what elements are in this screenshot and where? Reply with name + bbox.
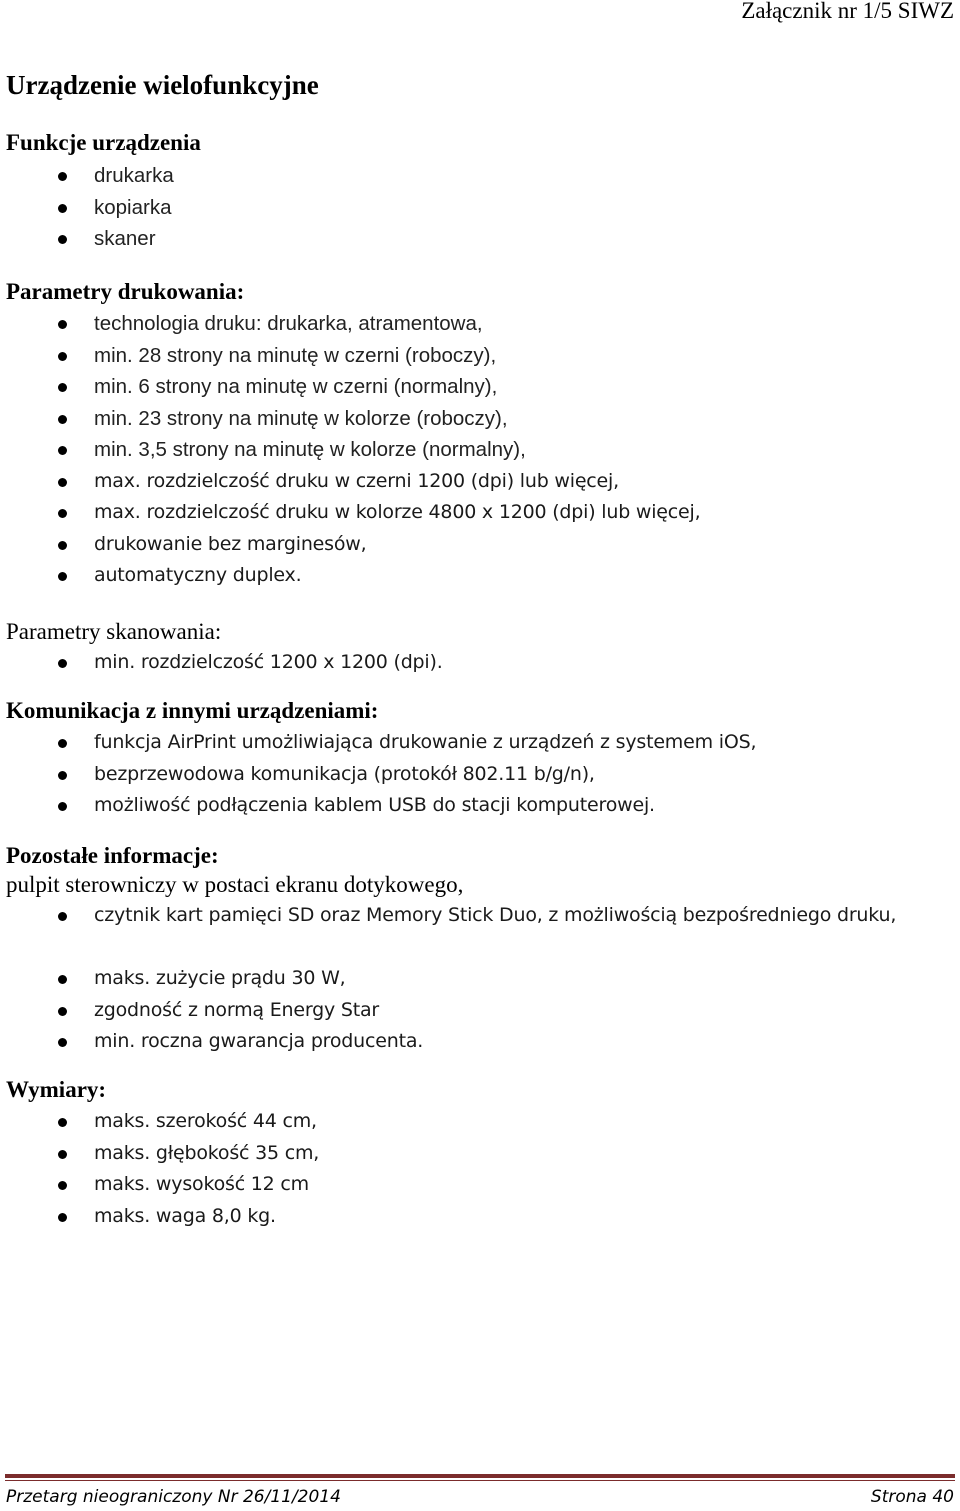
list-item: max. rozdzielczość druku w czerni 1200 (dpi) lub więcej, [0,466,700,498]
bullet-icon [58,541,67,550]
bullet-icon [58,1213,67,1222]
list-item: automatyczny duplex. [0,560,700,592]
bullet-icon [58,235,67,244]
list-item: drukarka [0,160,174,192]
section-heading-communication: Komunikacja z innymi urządzeniami: [6,698,379,723]
section-heading-functions: Funkcje urządzenia [6,130,201,155]
communication-list [0,727,756,822]
list-item: min. 6 strony na minutę w czerni (normalny), [0,371,700,403]
bullet-icon [58,572,67,581]
list-item: technologia druku: drukarka, atramentowa, [0,308,700,340]
list-item: czytnik kart pamięci SD oraz Memory Stick Duo, z możliwością bezpośredniego druku, [0,900,934,963]
bullet-icon [58,1181,67,1190]
list-item: drukowanie bez marginesów, [0,529,700,561]
bullet-icon [58,802,67,811]
bullet-icon [58,1007,67,1016]
other-paragraph: pulpit sterowniczy w postaci ekranu dotykowego, [6,872,464,897]
section-heading-printing: Parametry drukowania: [6,279,245,304]
list-item: maks. głębokość 35 cm, [0,1138,319,1170]
header-reference: Załącznik nr 1/5 SIWZ [741,0,954,23]
bullet-icon [58,415,67,424]
dimensions-list [0,1106,319,1232]
footer-page-number: Strona 40 [870,1487,954,1507]
other-list [0,900,934,1058]
list-item: min. roczna gwarancja producenta. [0,1026,934,1058]
bullet-icon [58,1038,67,1047]
functions-list [0,160,174,255]
list-item: skaner [0,223,174,255]
footer-divider-thin [5,1480,955,1481]
footer-divider [5,1474,955,1478]
list-item: bezprzewodowa komunikacja (protokół 802.11 b/g/n), [0,759,756,791]
list-item: min. 3,5 strony na minutę w kolorze (normalny), [0,434,700,466]
document-title: Urządzenie wielofunkcyjne [6,70,319,100]
list-item: maks. waga 8,0 kg. [0,1201,319,1233]
bullet-icon [58,172,67,181]
list-item: maks. wysokość 12 cm [0,1169,319,1201]
bullet-icon [58,509,67,518]
bullet-icon [58,739,67,748]
scanning-list [0,647,443,679]
bullet-icon [58,659,67,668]
list-item: maks. szerokość 44 cm, [0,1106,319,1138]
bullet-icon [58,478,67,487]
bullet-icon [58,975,67,984]
bullet-icon [58,204,67,213]
footer-tender-number: Przetarg nieograniczony Nr 26/11/2014 [6,1487,341,1507]
list-item: maks. zużycie prądu 30 W, [0,963,934,995]
section-heading-other: Pozostałe informacje: [6,843,219,868]
list-item: min. 28 strony na minutę w czerni (roboczy), [0,340,700,372]
bullet-icon [58,771,67,780]
printing-list [0,308,700,592]
bullet-icon [58,912,67,921]
section-heading-scanning: Parametry skanowania: [6,619,222,644]
list-item: min. rozdzielczość 1200 x 1200 (dpi). [0,647,443,679]
section-heading-dimensions: Wymiary: [6,1077,107,1102]
bullet-icon [58,1150,67,1159]
list-item: zgodność z normą Energy Star [0,995,934,1027]
bullet-icon [58,1118,67,1127]
bullet-icon [58,446,67,455]
list-item: kopiarka [0,192,174,224]
list-item: możliwość podłączenia kablem USB do stacji komputerowej. [0,790,756,822]
bullet-icon [58,352,67,361]
bullet-icon [58,320,67,329]
list-item: min. 23 strony na minutę w kolorze (roboczy), [0,403,700,435]
bullet-icon [58,383,67,392]
list-item: max. rozdzielczość druku w kolorze 4800 x 1200 (dpi) lub więcej, [0,497,700,529]
list-item: funkcja AirPrint umożliwiająca drukowanie z urządzeń z systemem iOS, [0,727,756,759]
